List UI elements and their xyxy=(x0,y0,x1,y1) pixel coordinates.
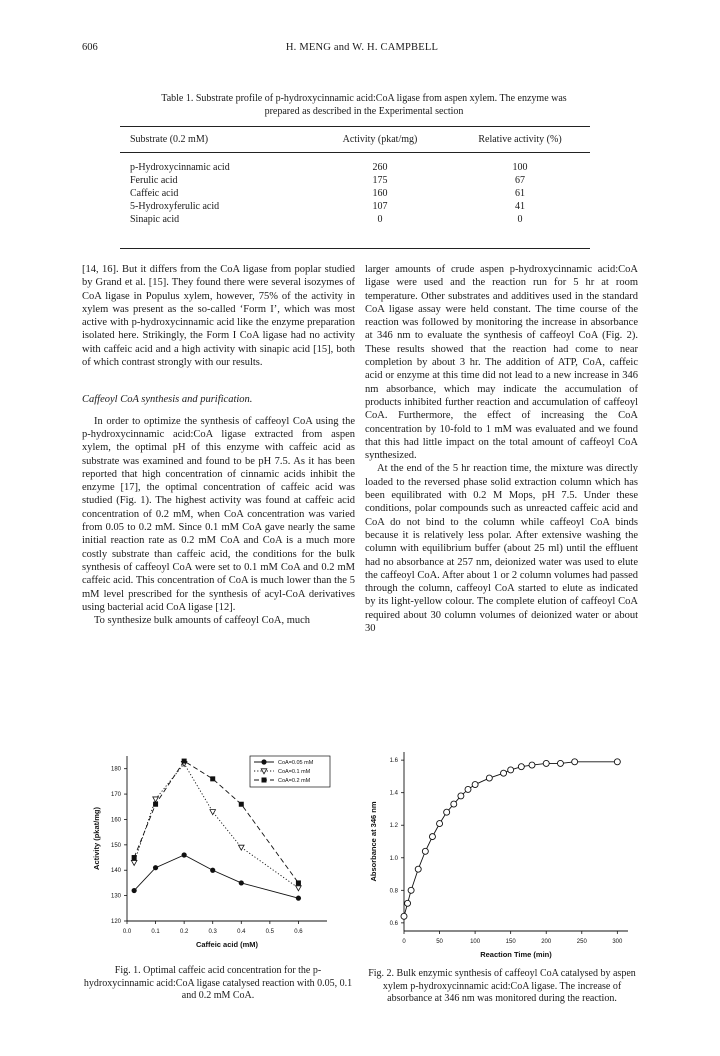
table-cell: 107 xyxy=(372,201,388,212)
table-caption: Table 1. Substrate profile of p-hydroxycinnamic acid:CoA ligase from aspen xylem. The enzyme was prepared as described in the Experimental section xyxy=(161,93,567,117)
x-tick-label: 150 xyxy=(505,939,516,945)
data-point xyxy=(437,821,443,827)
data-point xyxy=(210,868,215,873)
table-cell: Sinapic acid xyxy=(130,214,180,225)
data-point xyxy=(465,786,471,792)
page-number: 606 xyxy=(82,42,98,53)
series-line xyxy=(134,761,298,883)
table-cell: 41 xyxy=(515,201,525,212)
data-point xyxy=(422,848,428,854)
series-line xyxy=(404,762,617,917)
data-point xyxy=(296,886,302,891)
data-point xyxy=(182,759,187,764)
table-cell: 0 xyxy=(517,214,523,225)
data-point xyxy=(614,759,620,765)
data-point xyxy=(415,866,421,872)
legend-label: CoA=0.05 mM xyxy=(278,760,314,767)
y-tick-label: 150 xyxy=(110,842,121,849)
x-tick-label: 300 xyxy=(612,939,623,945)
data-point xyxy=(518,764,524,770)
left-paragraph-2: In order to optimize the synthesis of caffeoyl CoA using the p-hydroxycinnamic acid:CoA ligase extracted from aspen xylem, the optimal pH of this enzyme with caffeic acid as substrate was examined and found to be pH 7.5. As it has been reported that high concentration of cinnamic acids inhibit the enzyme [17], the optimal concentration of caffeic acid was studied (Fig. 1). The highest activity was found at caffeic acid concentration of 0.2 mM, when CoA concentration was varied from 0.05 to 0.2 mM. Since 0.1 mM CoA gave nearly the same initial reaction rate as 0.2 mM CoA and CoA is a much more costly substrate than caffeic acid, the conditions for the bulk synthesis of caffeoyl CoA were set to 0.1 mM CoA and 0.2 mM caffeic acid. This concentration of CoA is much lower than the 5 mM level prescribed for the synthesis of acyl-CoA derivatives using bacterial acid CoA ligase [12]. xyxy=(82,415,355,613)
table-cell: p-Hydroxycinnamic acid xyxy=(130,162,230,173)
legend-label: CoA=0.1 mM xyxy=(278,769,311,776)
x-tick-label: 0.5 xyxy=(265,929,275,935)
table-cell: 260 xyxy=(372,162,388,173)
x-tick-label: 200 xyxy=(541,939,552,945)
table-bottom-rule xyxy=(120,248,590,249)
table-cell: 175 xyxy=(372,175,388,186)
y-tick-label: 120 xyxy=(110,919,121,925)
data-point xyxy=(182,852,187,857)
figure-1 xyxy=(82,748,352,958)
x-tick-label: 250 xyxy=(576,939,587,945)
data-point xyxy=(529,762,535,768)
y-axis-label: Absorbance at 346 nm xyxy=(369,801,378,882)
y-tick-label: 1.4 xyxy=(389,790,398,797)
figure-2-caption: Fig. 2. Bulk enzymic synthesis of caffeoyl CoA catalysed by aspen xylem p-hydroxycinnamic acid:CoA ligase. The increase of absorbance at 346 nm was monitored during the reaction. xyxy=(368,968,636,1004)
table-cell: 100 xyxy=(512,162,528,173)
table-header-relative: Relative activity (%) xyxy=(478,134,562,145)
table-cell: Caffeic acid xyxy=(130,188,179,199)
x-tick-label: 50 xyxy=(436,939,443,945)
data-point xyxy=(238,845,244,850)
table-cell: 0 xyxy=(377,214,383,225)
table-top-rule xyxy=(120,126,590,127)
legend-label: CoA=0.2 mM xyxy=(278,778,311,785)
data-point xyxy=(405,900,411,906)
y-tick-label: 0.8 xyxy=(389,888,398,895)
x-tick-label: 0 xyxy=(402,939,406,945)
running-head: H. MENG and W. H. CAMPBELL xyxy=(285,42,439,53)
data-point xyxy=(131,860,137,865)
right-paragraph-2: At the end of the 5 hr reaction time, the mixture was directly loaded to the reversed phase solid extraction column which has been equilibrated with 0.2 M Mops, pH 7.5. Under these conditions, polar compounds such as unreacted caffeic acid and CoA do not bind to the column while caffeoyl CoA binds because it is relatively less polar. After extensive washing the column with equilibrium buffer (about 25 ml) until the effluent had no absorbance at 257 nm, deionized water was used to elute the caffeoyl CoA. After about 1 or 2 column volumes had passed through the column, caffeoyl CoA started to elute as indicated by its light-yellow colour. The complete elution of caffeoyl CoA required about 30 column volumes of deionized water or about 30 xyxy=(365,463,638,635)
data-point xyxy=(132,888,137,893)
y-tick-label: 1.0 xyxy=(389,855,398,862)
data-point xyxy=(557,760,563,766)
table-cell: 67 xyxy=(515,175,525,186)
series-line xyxy=(134,855,298,898)
right-column xyxy=(365,263,638,635)
x-tick-label: 0.3 xyxy=(208,929,217,935)
data-point xyxy=(401,913,407,919)
table-cell: 61 xyxy=(515,188,525,199)
x-axis-label: Caffeic acid (mM) xyxy=(195,940,259,949)
data-point xyxy=(210,810,216,815)
data-point xyxy=(296,896,301,901)
figure-2-chart xyxy=(360,748,640,963)
data-point xyxy=(153,797,159,802)
page-header xyxy=(82,42,642,58)
x-tick-label: 0.4 xyxy=(237,929,246,935)
data-point xyxy=(296,880,301,885)
table-header-rule xyxy=(120,152,590,153)
data-point xyxy=(261,759,266,764)
data-point xyxy=(239,802,244,807)
data-point xyxy=(451,801,457,807)
figure-1-caption: Fig. 1. Optimal caffeic acid concentration for the p-hydroxycinnamic acid:CoA ligase catalysed reaction with 0.05, 0.1 and 0.2 mM CoA. xyxy=(83,965,353,1001)
x-tick-label: 100 xyxy=(470,939,481,945)
x-tick-label: 0.0 xyxy=(122,929,132,935)
data-point xyxy=(261,769,267,774)
data-point xyxy=(458,793,464,799)
data-point xyxy=(486,775,492,781)
table-header-substrate: Substrate (0.2 mM) xyxy=(130,134,209,145)
data-point xyxy=(153,802,158,807)
data-point xyxy=(239,880,244,885)
data-point xyxy=(508,767,514,773)
data-point xyxy=(429,834,435,840)
data-point xyxy=(543,760,549,766)
left-paragraph-3: To synthesize bulk amounts of caffeoyl CoA, much xyxy=(94,615,311,627)
figure-1-chart xyxy=(82,748,352,958)
y-tick-label: 160 xyxy=(110,817,121,824)
table-header-activity: Activity (pkat/mg) xyxy=(342,134,418,145)
data-point xyxy=(408,887,414,893)
left-column xyxy=(82,263,355,627)
section-heading: Caffeoyl CoA synthesis and purification. xyxy=(82,394,253,406)
data-point xyxy=(444,809,450,815)
y-tick-label: 170 xyxy=(110,792,121,799)
table-cell: Ferulic acid xyxy=(130,175,178,186)
data-point xyxy=(132,855,137,860)
data-point xyxy=(153,865,158,870)
y-tick-label: 1.6 xyxy=(389,758,398,765)
y-tick-label: 1.2 xyxy=(389,823,398,830)
x-tick-label: 0.6 xyxy=(294,929,303,935)
data-point xyxy=(262,778,267,783)
table-cell: 160 xyxy=(372,188,388,199)
y-tick-label: 130 xyxy=(110,893,121,900)
y-tick-label: 140 xyxy=(110,868,121,875)
data-point xyxy=(210,776,215,781)
y-tick-label: 180 xyxy=(110,766,121,773)
y-tick-label: 0.6 xyxy=(389,920,398,927)
y-axis-label: Activity (pkat/mg) xyxy=(92,807,101,870)
data-point xyxy=(472,782,478,788)
x-axis-label: Reaction Time (min) xyxy=(480,950,552,959)
figure-2 xyxy=(360,748,640,963)
x-tick-label: 0.1 xyxy=(151,929,160,935)
data-point xyxy=(572,759,578,765)
right-paragraph-1: larger amounts of crude aspen p-hydroxycinnamic acid:CoA ligase were used and the reaction run for 5 hr at room temperature. Other substrates and additives used in the standard CoA ligase assay were held constant. The time course of the reaction was followed by monitoring the increase in absorbance at 346 nm to evaluate the synthesis of caffeoyl CoA (Fig. 2). These results showed that the reaction had come to near completion by about 3 hr. The addition of ATP, CoA, caffeic acid or enzyme at this time did not lead to a new increase in 346 nm absorbance, which may indicate the accumulation of products inhibited further reaction and accumulation of caffeoyl CoA. Furthermore, the effect of increasing the CoA concentration by 10-fold to 1 mM was evaluated and we found that this had little impact on the total amount of caffeoyl CoA synthesized. xyxy=(365,264,638,462)
data-point xyxy=(501,770,507,776)
left-paragraph-1: [14, 16]. But it differs from the CoA ligase from poplar studied by Grand et al. [15]. They found there were several isozymes of CoA ligase in Populus xylem, however, 75% of the activity in xylem was present as the so-called ‘Form I’, which was most active with p-hydroxycinnamic acid like the enzyme preparation isolated here. Strikingly, the Form I CoA ligase had no activity with caffeic acid and a high activity with sinapic acid [15], both of which contrast strongly with our results. xyxy=(82,264,355,369)
table-cell: 5-Hydroxyferulic acid xyxy=(130,201,220,212)
x-tick-label: 0.2 xyxy=(179,929,189,935)
